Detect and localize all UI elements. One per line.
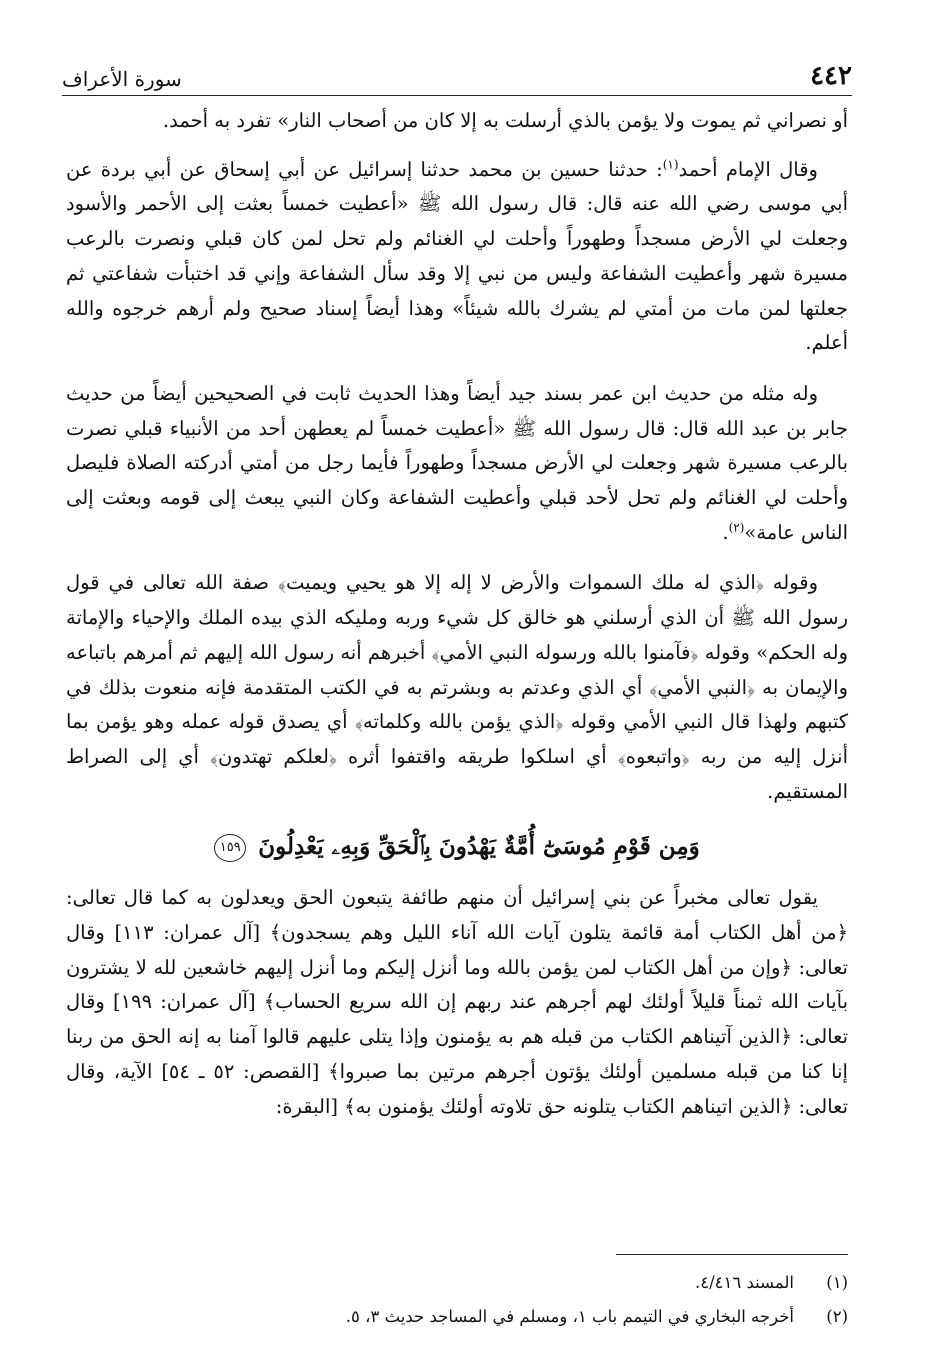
page-number: ٤٤٢ xyxy=(810,61,852,91)
footnotes xyxy=(66,1266,848,1334)
footnote-ref-2: (٢) xyxy=(728,520,745,535)
footnote-number: (٢) xyxy=(826,1307,848,1326)
paragraph-1: أو نصراني ثم يموت ولا يؤمن بالذي أرسلت به إلا كان من أصحاب النار» تفرد به أحمد. xyxy=(162,109,848,132)
paragraph-3-text: وله مثله من حديث ابن عمر بسند جيد أيضاً وهذا الحديث ثابت في الصحيحين أيضاً من حديث جابر بن عبد الله قال: قال رسول الله ﷺ «أعطيت خمساً لم يعطهن أحد من الأنبياء قبلي نصرت بالرعب مسيرة شهر وجعلت لي الأرض مسجداً وطهوراً فأيما رجل من أمتي أدركته الصلاة فليصل وأحلت لي الغنائم ولم تحل لأحد قبلي وأعطيت الشفاعة وكان النبي يبعث إلى قومه وبعثت إلى الناس عامة» xyxy=(66,381,848,544)
verse-number-badge: ١٥٩ xyxy=(214,834,246,862)
main-text xyxy=(66,104,848,1140)
quran-verse xyxy=(66,825,848,869)
footnote-2 xyxy=(66,1300,848,1334)
footnote-text: المسند ٤/٤١٦. xyxy=(694,1273,794,1292)
paragraph-2-start: وقال الإمام أحمد xyxy=(678,157,818,181)
footnote-ref-1: (١) xyxy=(662,157,679,172)
verse-text: وَمِن قَوْمِ مُوسَىٰٓ أُمَّةٌ يَهْدُونَ بِٱلْحَقِّ وَبِهِۦ يَعْدِلُونَ xyxy=(258,833,700,861)
paragraph-2 xyxy=(66,153,848,361)
paragraph-3-end: . xyxy=(722,520,729,544)
footnote-number: (١) xyxy=(826,1273,848,1292)
paragraph-2-rest: : حدثنا حسين بن محمد حدثنا إسرائيل عن أبي إسحاق عن أبي بردة عن أبي موسى رضي الله عنه قال: قال رسول الله ﷺ «أعطيت خمساً بعثت إلى الأحمر والأسود وجعلت لي الأرض مسجداً وطهوراً وأحلت لي الغنائم ولم تحل لمن كان قبلي ونصرت بالرعب مسيرة شهر وأعطيت الشفاعة وليس من نبي إلا وقد سأل الشفاعة وإني قد اختبأت شفاعتي ثم جعلتها لمن مات من أمتي لم يشرك بالله شيئاً» وهذا أيضاً إسناد صحيح ولم أرهم خرجوه والله أعلم. xyxy=(66,157,848,355)
footnote-1 xyxy=(66,1266,848,1300)
page-header xyxy=(62,60,852,96)
paragraph-3 xyxy=(66,377,848,551)
surah-title: سورة الأعراف xyxy=(62,67,182,91)
footnote-divider xyxy=(616,1254,848,1255)
footnote-text: أخرجه البخاري في التيمم باب ١، ومسلم في المساجد حديث ٣، ٥. xyxy=(345,1307,794,1326)
paragraph-4: وقوله ﴿الذي له ملك السموات والأرض لا إله إلا هو يحيي ويميت﴾ صفة الله تعالى في قول رسول الله ﷺ أن الذي أرسلني هو خالق كل شيء وربه ومليكه الذي بيده الملك والإحياء والإماتة وله الحكم» وقوله ﴿فآمنوا بالله ورسوله النبي الأمي﴾ أخبرهم أنه رسول الله إليهم ثم أمرهم باتباعه والإيمان به ﴿النبي الأمي﴾ أي الذي وعدتم به وبشرتم به في الكتب المتقدمة فإنه منعوت بذلك في كتبهم ولهذا قال النبي الأمي وقوله ﴿الذي يؤمن بالله وكلماته﴾ أي يصدق قوله عمله وهو يؤمن بما أنزل إليه من ربه ﴿واتبعوه﴾ أي اسلكوا طريقه واقتفوا أثره ﴿لعلكم تهتدون﴾ أي إلى الصراط المستقيم. xyxy=(66,571,848,803)
paragraph-5: يقول تعالى مخبراً عن بني إسرائيل أن منهم طائفة يتبعون الحق ويعدلون به كما قال تعالى: ﴿من أهل الكتاب أمة قائمة يتلون آيات الله آناء الليل وهم يسجدون﴾ [آل عمران: ١١٣] وقال تعالى: ﴿وإن من أهل الكتاب لمن يؤمن بالله وما أنزل إليكم وما أنزل إليهم خاشعين لله لا يشترون بآيات الله ثمناً قليلاً أولئك لهم أجرهم عند ربهم إن الله سريع الحساب﴾ [آل عمران: ١٩٩] وقال تعالى: ﴿الذين آتيناهم الكتاب من قبله هم به يؤمنون وإذا يتلى عليهم قالوا آمنا به إنه الحق من ربنا إنا كنا من قبله مسلمين أولئك يؤتون أجرهم مرتين بما صبروا﴾ [القصص: ٥٢ ـ ٥٤] الآية، وقال تعالى: ﴿الذين اتيناهم الكتاب يتلونه حق تلاوته أولئك يؤمنون به﴾ [البقرة: xyxy=(66,886,849,1118)
